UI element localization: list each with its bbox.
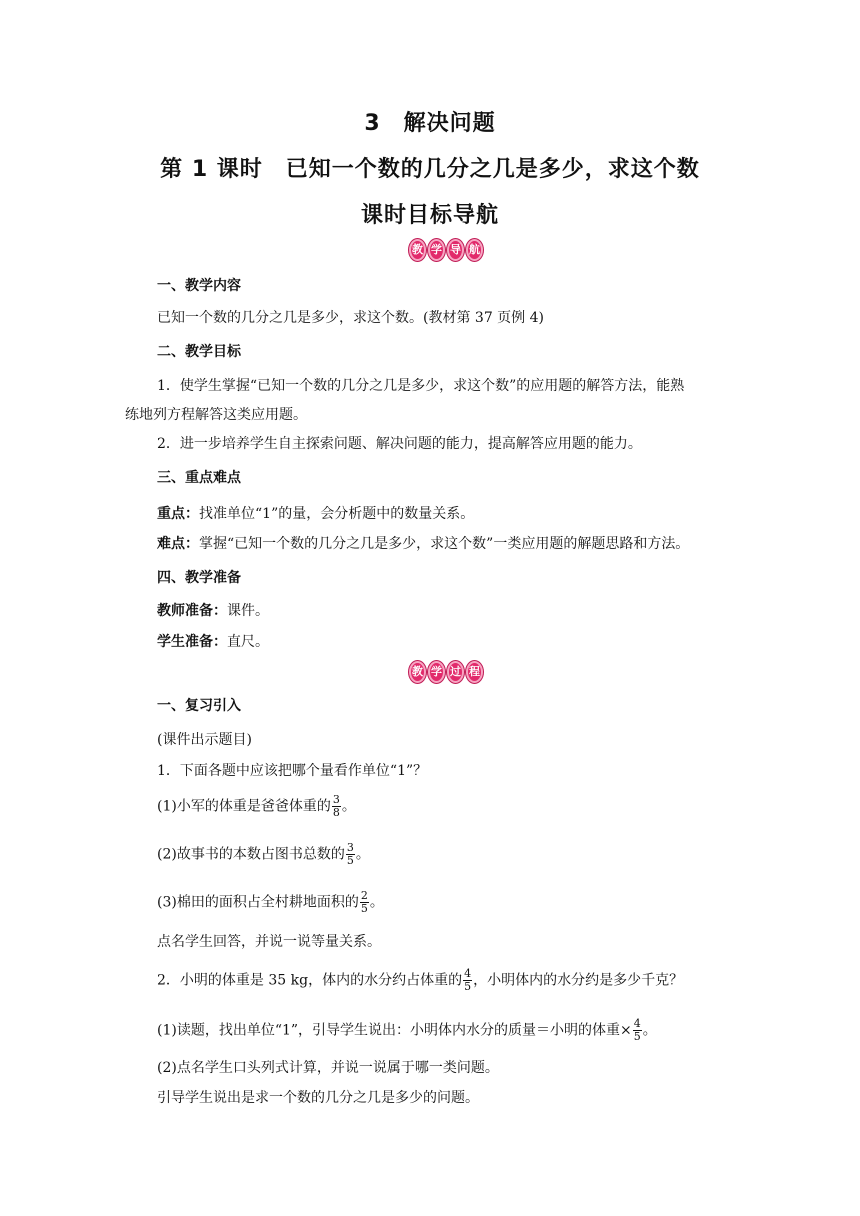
question-2-suffix: ，小明体内的水分约是多少千克？ — [473, 972, 684, 989]
guide-text: 引导学生说出是求一个数的几分之几是多少的问题。 — [157, 1090, 479, 1106]
end-mark: 。 — [341, 798, 356, 815]
teaching-process-banner — [409, 660, 483, 684]
question-2b: (2)点名学生口头列式计算，并说一说属于哪一类问题。 — [157, 1060, 499, 1076]
teacher-prep — [157, 601, 757, 621]
question-1a-text: (1)小军的体重是爸爸体重的 — [157, 798, 331, 815]
fraction — [633, 1018, 642, 1043]
numerator: 3 — [346, 841, 354, 854]
numerator: 4 — [464, 967, 472, 980]
call-answer: 点名学生回答，并说一说等量关系。 — [157, 934, 381, 950]
banner-char: 学 — [428, 661, 445, 683]
question-1c — [157, 890, 757, 915]
content-text: 已知一个数的几分之几是多少，求这个数。(教材第 37 页例 4) — [157, 310, 544, 326]
end-mark: 。 — [369, 894, 384, 911]
denominator: 5 — [346, 854, 354, 867]
question-1b-text: (2)故事书的本数占图书总数的 — [157, 846, 345, 863]
denominator: 5 — [464, 980, 472, 993]
key-point — [157, 504, 757, 524]
student-label: 学生准备： — [157, 634, 227, 650]
fraction — [332, 794, 341, 819]
difficulty-point — [157, 534, 757, 554]
section-subtitle: 课时目标导航 — [360, 203, 499, 228]
question-2a — [157, 1018, 757, 1043]
goal-1-line-1: 1．使学生掌握“已知一个数的几分之几是多少，求这个数”的应用题的解答方法，能熟 — [157, 378, 685, 394]
student-prep — [157, 632, 757, 652]
question-2 — [157, 968, 757, 993]
banner-char: 航 — [466, 239, 483, 261]
goal-1-line-2: 练地列方程解答这类应用题。 — [125, 407, 307, 423]
fraction — [360, 890, 369, 915]
denominator: 8 — [332, 806, 340, 819]
numerator: 2 — [360, 889, 368, 902]
numerator: 4 — [633, 1017, 641, 1030]
question-2a-text: (1)读题，找出单位“1”，引导学生说出：小明体内水分的质量＝小明的体重× — [157, 1022, 632, 1039]
end-mark: 。 — [642, 1022, 657, 1039]
fraction — [463, 968, 472, 993]
content-heading: 一、教学内容 — [157, 278, 241, 294]
teacher-text: 课件。 — [227, 603, 269, 619]
banner-char: 教 — [409, 239, 426, 261]
keypoints-heading: 三、重点难点 — [157, 470, 241, 486]
goals-heading: 二、教学目标 — [157, 344, 241, 360]
key-text: 找准单位“1”的量，会分析题中的数量关系。 — [199, 506, 475, 522]
banner-char: 导 — [447, 239, 464, 261]
question-1a — [157, 794, 757, 819]
question-2-text: 2．小明的体重是 35 kg，体内的水分约占体重的 — [157, 972, 463, 989]
question-1: 1．下面各题中应该把哪个量看作单位“1”？ — [157, 763, 428, 779]
banner-char: 过 — [447, 661, 464, 683]
teacher-label: 教师准备： — [157, 603, 227, 619]
banner-char: 学 — [428, 239, 445, 261]
difficulty-text: 掌握“已知一个数的几分之几是多少，求这个数”一类应用题的解题思路和方法。 — [199, 536, 690, 552]
question-1b — [157, 842, 757, 867]
goal-2: 2．进一步培养学生自主探索问题、解决问题的能力，提高解答应用题的能力。 — [157, 436, 642, 452]
student-text: 直尺。 — [227, 634, 269, 650]
prep-heading: 四、教学准备 — [157, 570, 241, 586]
unit-title: 3 解决问题 — [364, 111, 496, 136]
end-mark: 。 — [355, 846, 370, 863]
difficulty-label: 难点： — [157, 536, 199, 552]
teaching-guide-banner — [409, 238, 483, 262]
denominator: 5 — [360, 902, 368, 915]
denominator: 5 — [633, 1030, 641, 1043]
review-heading: 一、复习引入 — [157, 698, 241, 714]
key-label: 重点： — [157, 506, 199, 522]
banner-char: 程 — [466, 661, 483, 683]
banner-char: 教 — [409, 661, 426, 683]
courseware-note: (课件出示题目) — [157, 732, 252, 748]
fraction — [346, 842, 355, 867]
lesson-title: 第 1 课时 已知一个数的几分之几是多少，求这个数 — [160, 157, 700, 182]
numerator: 3 — [332, 793, 340, 806]
question-1c-text: (3)棉田的面积占全村耕地面积的 — [157, 894, 359, 911]
